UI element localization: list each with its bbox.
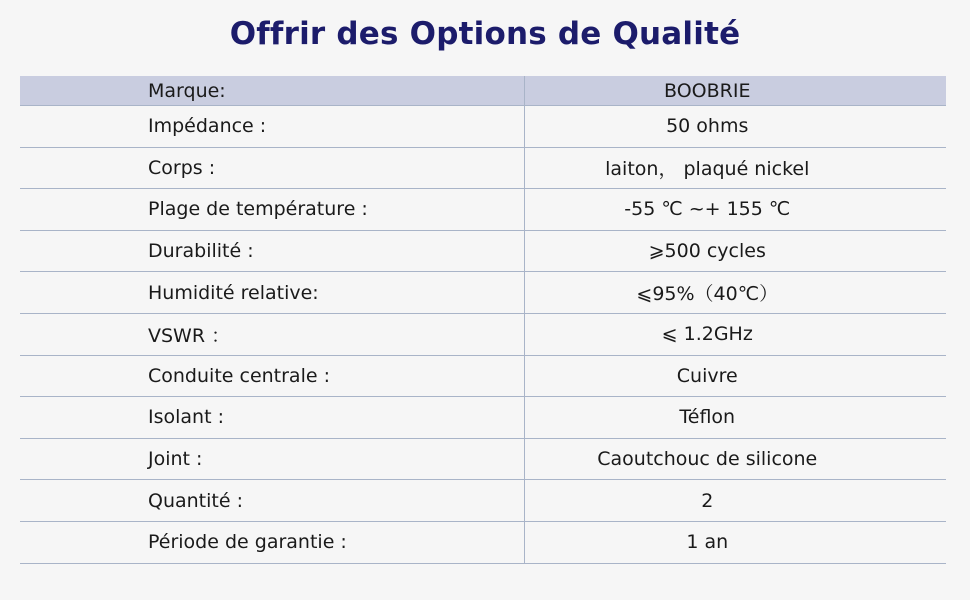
row-label-center-conductor: Conduite centrale : (20, 355, 524, 397)
table-row (20, 355, 946, 397)
row-value-warranty: 1 an (524, 521, 946, 563)
row-value-vswr: ⩽ 1.2GHz (524, 313, 946, 355)
table-row (20, 397, 946, 439)
spec-table (20, 76, 946, 564)
row-value-center-conductor: Cuivre (524, 355, 946, 397)
table-row (20, 438, 946, 480)
row-value-temperature: -55 ℃ ~+ 155 ℃ (524, 189, 946, 231)
table-row (20, 189, 946, 231)
row-label-gasket: Joint : (20, 438, 524, 480)
row-label-impedance: Impédance : (20, 106, 524, 148)
table-row (20, 480, 946, 522)
row-value-insulator: Téflon (524, 397, 946, 439)
row-label-humidity: Humidité relative: (20, 272, 524, 314)
row-value-gasket: Caoutchouc de silicone (524, 438, 946, 480)
table-row (20, 313, 946, 355)
table-row (20, 147, 946, 189)
row-label-temperature: Plage de température : (20, 189, 524, 231)
page-title: Offrir des Options de Qualité (229, 16, 741, 52)
table-row-header (20, 76, 946, 106)
row-value-humidity: ⩽95%（40℃） (524, 272, 946, 314)
row-value-durability: ⩾500 cycles (524, 230, 946, 272)
row-label-insulator: Isolant : (20, 397, 524, 439)
row-label-body: Corps : (20, 147, 524, 189)
row-label-quantity: Quantité : (20, 480, 524, 522)
row-label-warranty: Période de garantie : (20, 521, 524, 563)
row-value-impedance: 50 ohms (524, 106, 946, 148)
row-label-vswr: VSWR ： (20, 313, 524, 355)
row-value-quantity: 2 (524, 480, 946, 522)
table-row (20, 272, 946, 314)
table-row (20, 230, 946, 272)
row-label-brand: Marque: (20, 76, 524, 106)
table-row (20, 106, 946, 148)
table-row (20, 521, 946, 563)
row-value-body: laiton， plaqué nickel (524, 147, 946, 189)
row-value-brand: BOOBRIE (524, 76, 946, 106)
row-label-durability: Durabilité : (20, 230, 524, 272)
